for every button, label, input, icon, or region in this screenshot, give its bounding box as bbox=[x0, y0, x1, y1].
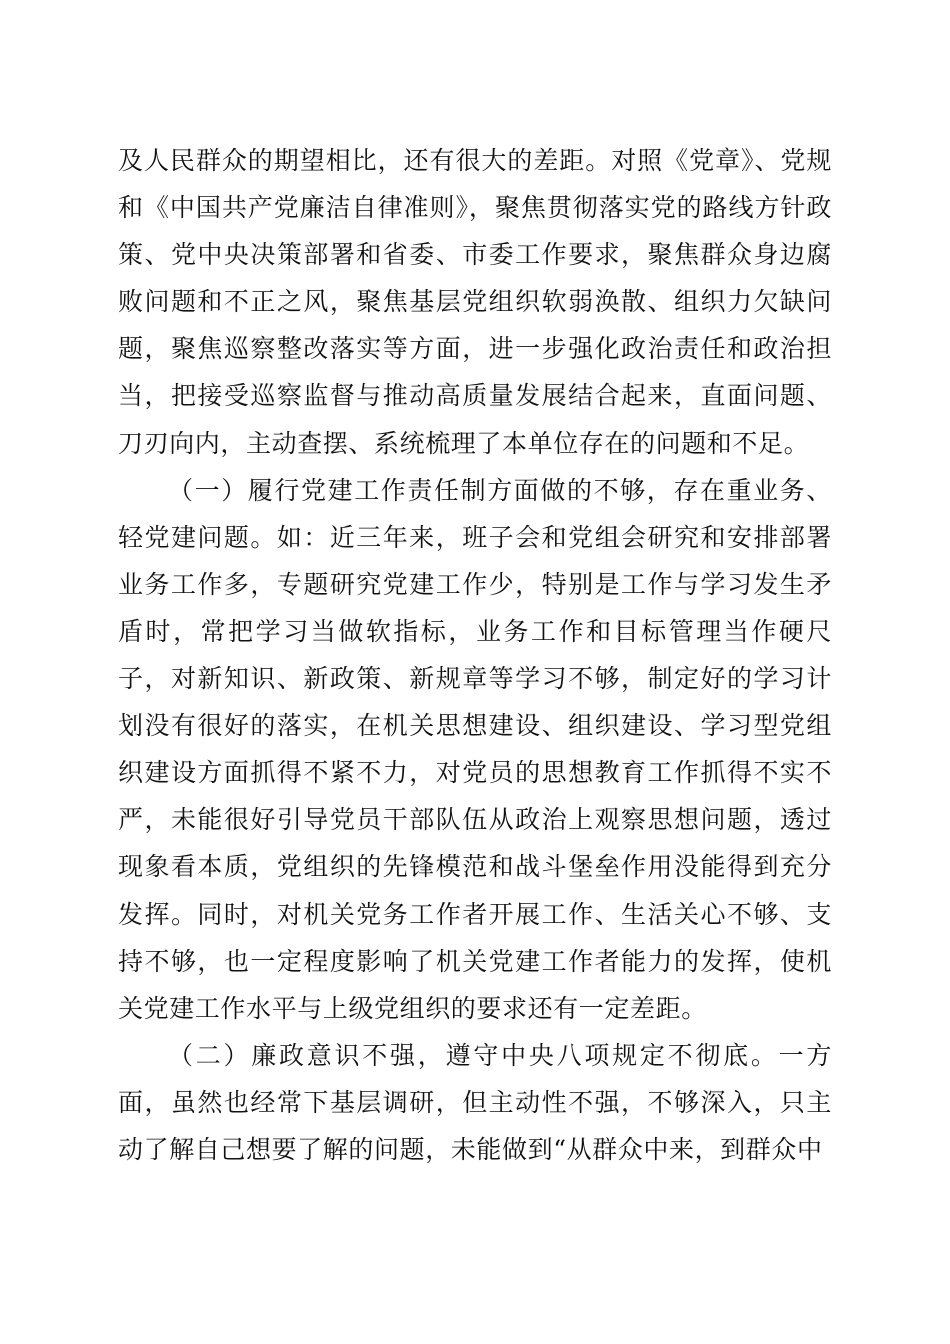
paragraph-intro: 及人民群众的期望相比，还有很大的差距。对照《党章》、党规和《中国共产党廉洁自律准则》，聚焦贯彻落实党的路线方针政策、党中央决策部署和省委、市委工作要求，聚焦群众身边腐败问题和不正之风，聚焦基层党组织软弱涣散、组织力欠缺问题，聚焦巡察整改落实等方面，进一步强化政治责任和政治担当，把接受巡察监督与推动高质量发展结合起来，直面问题、刀刃向内，主动查摆、系统梳理了本单位存在的问题和不足。 bbox=[118, 146, 832, 458]
document-body bbox=[118, 137, 832, 1173]
paragraph-section-1: （一）履行党建工作责任制方面做的不够，存在重业务、轻党建问题。如：近三年来，班子会和党组会研究和安排部署业务工作多，专题研究党建工作少，特别是工作与学习发生矛盾时，常把学习当做软指标，业务工作和目标管理当作硬尺子，对新知识、新政策、新规章等学习不够，制定好的学习计划没有很好的落实，在机关思想建设、组织建设、学习型党组织建设方面抓得不紧不力，对党员的思想教育工作抓得不实不严，未能很好引导党员干部队伍从政治上观察思想问题，透过现象看本质，党组织的先锋模范和战斗堡垒作用没能得到充分发挥。同时，对机关党务工作者开展工作、生活关心不够、支持不够，也一定程度影响了机关党建工作者能力的发挥，使机关党建工作水平与上级党组织的要求还有一定差距。 bbox=[118, 475, 832, 1023]
paragraph-section-2: （二）廉政意识不强，遵守中央八项规定不彻底。一方面，虽然也经常下基层调研，但主动性不强，不够深入，只主动了解自己想要了解的问题，未能做到“从群众中来，到群众中 bbox=[118, 1040, 832, 1164]
